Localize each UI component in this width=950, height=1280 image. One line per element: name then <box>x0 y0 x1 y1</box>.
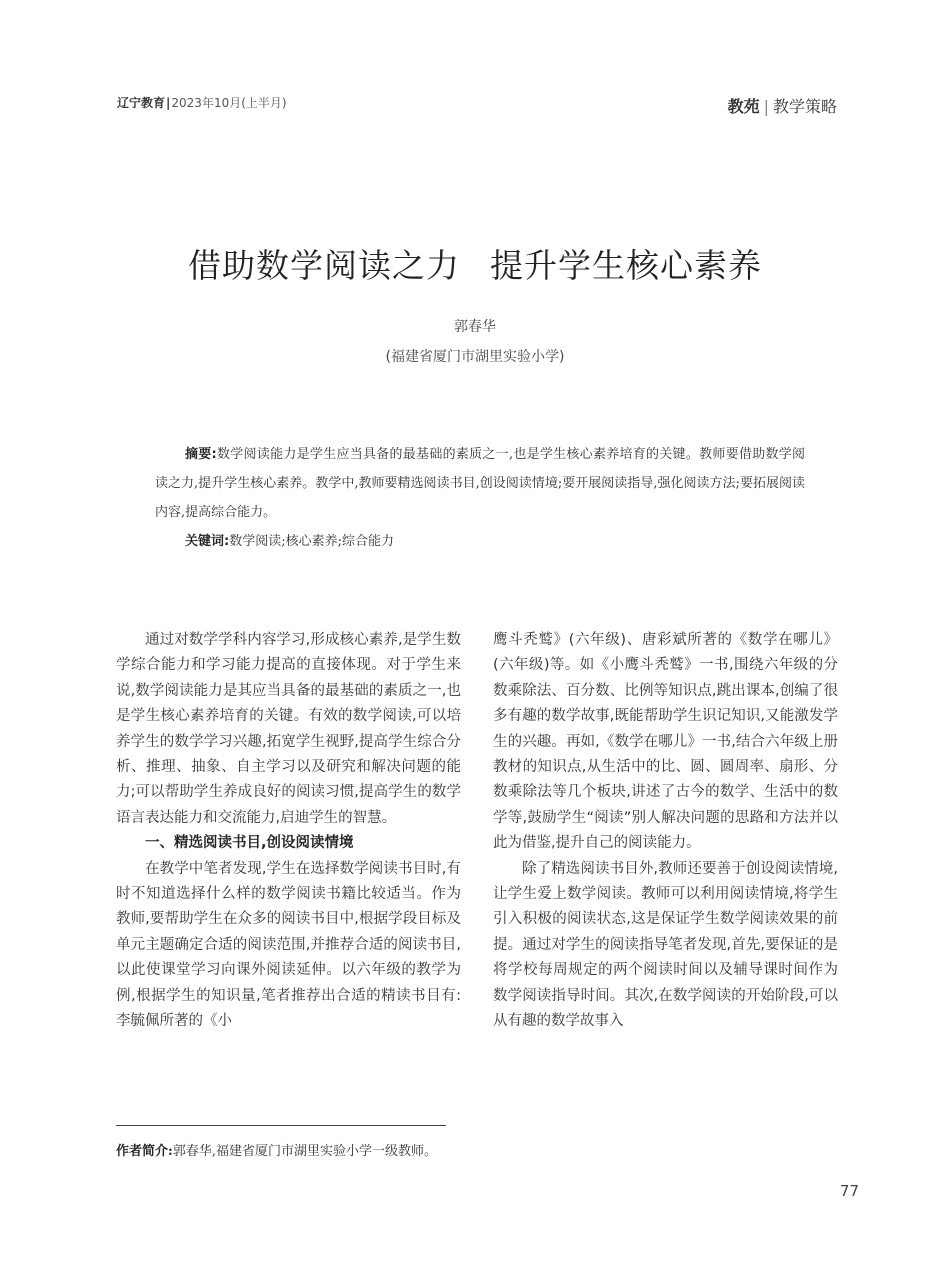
abstract-block <box>155 440 805 556</box>
running-header-left <box>117 94 287 111</box>
body-paragraph-continued: 鹰斗秃鹫》(六年级)、唐彩斌所著的《数学在哪儿》(六年级)等。如《小鹰斗秃鹫》一书,围绕六年级的分数乘除法、百分数、比例等知识点,跳出课本,创编了很多有趣的数学故事,既能帮助学生识记知识,又能激发学生的兴趣。再如,《数学在哪儿》一书,结合六年级上册教材的知识点,从生活中的比、圆、圆周率、扇形、分数乘除法等几个板块,讲述了古今的数学、生活中的数学等,鼓励学生“阅读”别人解决问题的思路和方法并以此为借鉴,提升自己的阅读能力。 <box>493 632 838 852</box>
body-paragraph: 在教学中笔者发现,学生在选择数学阅读书目时,有时不知道选择什么样的数学阅读书籍比较适当。作为教师,要帮助学生在众多的阅读书目中,根据学段目标及单元主题确定合适的阅读范围,并推荐合适的阅读书目,以此使课堂学习向课外阅读延伸。以六年级的教学为例,根据学生的知识量,笔者推荐出合适的精读书目有:李毓佩所著的《小 <box>116 860 461 1030</box>
footnote-divider <box>116 1125 446 1126</box>
footnote-text: 郭春华,福建省厦门市湖里实验小学一级教师。 <box>172 1144 437 1159</box>
article-title <box>0 240 950 287</box>
body-paragraph: 通过对数学学科内容学习,形成核心素养,是学生数学综合能力和学习能力提高的直接体现。对于学生来说,数学阅读能力是其应当具备的最基础的素质之一,也是学生核心素养培育的关键。有效的数学阅读,可以培养学生的数学学习兴趣,拓宽学生视野,提高学生综合分析、推理、抽象、自主学习以及研究和解决问题的能力;可以帮助学生养成良好的阅读习惯,提高学生的数学语言表达能力和交流能力,启迪学生的智慧。 <box>116 632 461 826</box>
page-number: 77 <box>839 1182 859 1200</box>
abstract-label: 摘要: <box>185 447 217 462</box>
footnote-label: 作者简介: <box>116 1144 173 1159</box>
keywords-text: 数学阅读;核心素养;综合能力 <box>229 534 394 549</box>
author-name: 郭春华 <box>454 319 496 335</box>
journal-name: 辽宁教育 <box>117 96 166 110</box>
header-right-separator: | <box>763 97 769 116</box>
body-paragraph: 除了精选阅读书目外,教师还要善于创设阅读情境,让学生爱上数学阅读。教师可以利用阅读情境,将学生引入积极的阅读状态,这是保证学生数学阅读效果的前提。通过对学生的阅读指导笔者发现,首先,要保证的是将学校每周规定的两个阅读时间以及辅导课时间作为数学阅读指导时间。其次,在数学阅读的开始阶段,可以从有趣的数学故事入 <box>493 860 838 1030</box>
column-brand: 教苑 <box>727 97 760 116</box>
keywords-line <box>155 527 805 556</box>
title-part-1: 借助数学阅读之力 <box>188 246 460 285</box>
issue-date: 2023年10月(上半月) <box>171 96 287 110</box>
running-header-right <box>728 94 837 117</box>
keywords-label: 关键词: <box>185 534 230 549</box>
section-heading-1: 一、精选阅读书目,创设阅读情境 <box>145 835 354 852</box>
body-column-right <box>493 628 838 1035</box>
abstract-text: 数学阅读能力是学生应当具备的最基础的素质之一,也是学生核心素养培育的关键。教师要借助数学阅读之力,提升学生核心素养。教学中,教师要精选阅读书目,创设阅读情境;要开展阅读指导,强化阅读方法;要拓展阅读内容,提高综合能力。 <box>155 447 806 520</box>
body-column-left <box>116 628 461 1035</box>
header-separator: | <box>166 96 171 110</box>
author-affiliation: (福建省厦门市湖里实验小学) <box>385 349 565 365</box>
column-section: 教学策略 <box>772 97 837 116</box>
abstract-paragraph <box>155 440 805 527</box>
author-footnote <box>116 1140 437 1159</box>
title-part-2: 提升学生核心素养 <box>490 246 762 285</box>
